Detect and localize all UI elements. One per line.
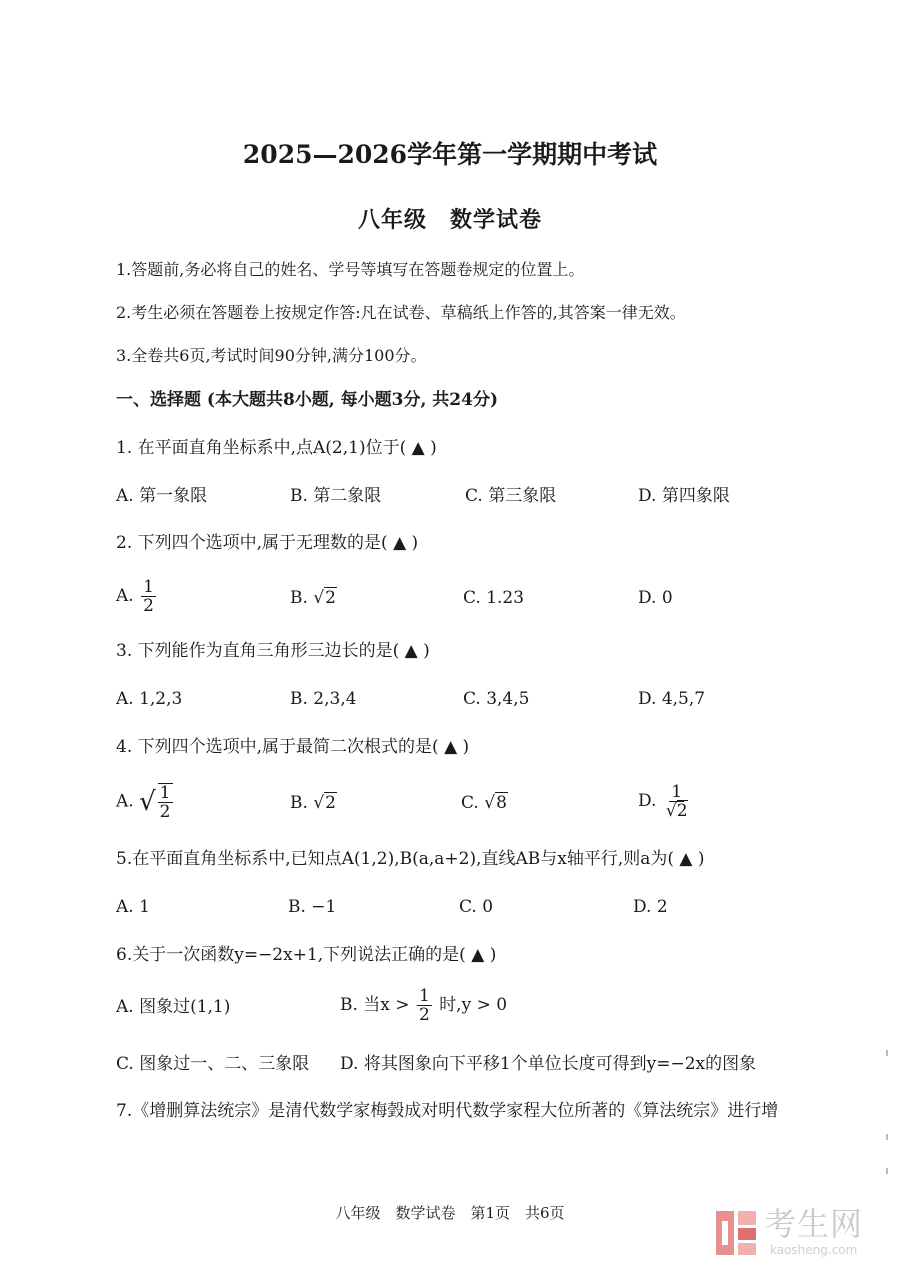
exam-title: 2025—2026学年第一学期期中考试: [242, 140, 658, 169]
q5-stem: 5.在平面直角坐标系中,已知点A(1,2),B(a,a+2),直线AB与x轴平行,则a为( ▲ ): [116, 849, 705, 869]
sqrt-symbol: √: [139, 787, 156, 817]
q3-option-d: D. 4,5,7: [638, 689, 706, 709]
q1-option-d: D. 第四象限: [638, 486, 730, 506]
q2-option-a: [116, 578, 158, 615]
fraction-numerator: 1: [159, 783, 171, 803]
fraction-denominator: 2: [159, 802, 171, 822]
q5-option-d: D. 2: [633, 897, 668, 917]
q2-option-a-fraction: [141, 578, 156, 615]
q1-option-b: B. 第二象限: [290, 486, 382, 506]
q1-stem: 1. 在平面直角坐标系中,点A(2,1)位于( ▲ ): [116, 438, 437, 458]
q2-option-b: [290, 587, 337, 609]
q2-option-a-label: A.: [116, 586, 134, 606]
q4-option-c: [461, 792, 508, 814]
q6-option-a: A. 图象过(1,1): [116, 997, 231, 1017]
scan-mark: [886, 1168, 888, 1174]
q4-option-c-label: C.: [461, 793, 479, 813]
q4-option-b-label: B.: [290, 793, 308, 813]
q6-option-b-fraction: [417, 987, 432, 1024]
q6-stem: 6.关于一次函数y=−2x+1,下列说法正确的是( ▲ ): [116, 945, 497, 965]
q1-option-c: C. 第三象限: [465, 486, 557, 506]
scan-mark: [886, 1050, 888, 1056]
radicand: 2: [676, 801, 688, 821]
q2-option-b-label: B.: [290, 588, 308, 608]
sqrt-symbol: √2: [313, 793, 336, 813]
q3-stem: 3. 下列能作为直角三角形三边长的是( ▲ ): [116, 641, 430, 661]
q7-stem: 7.《增删算法统宗》是清代数学家梅瑴成对明代数学家程大位所著的《算法统宗》进行增: [116, 1101, 779, 1121]
q2-option-c: C. 1.23: [463, 588, 525, 608]
q4-option-b: [290, 792, 337, 814]
q6-option-b-suffix: 时,y > 0: [439, 995, 508, 1015]
radicand: 2: [325, 793, 336, 813]
scan-mark: [886, 1134, 888, 1140]
q6-option-d: D. 将其图象向下平移1个单位长度可得到y=−2x的图象: [340, 1054, 757, 1074]
fraction-numerator: 1: [671, 782, 683, 802]
q3-option-b: B. 2,3,4: [290, 689, 357, 709]
fraction-denominator: 2: [143, 596, 154, 616]
q6-option-b: [340, 987, 507, 1024]
note-1: 1.答题前,务必将自己的姓名、学号等填写在答题卷规定的位置上。: [116, 260, 585, 279]
q4-option-a-label: A.: [116, 791, 134, 812]
sqrt-symbol: √2: [313, 588, 336, 608]
note-2: 2.考生必须在答题卷上按规定作答:凡在试卷、草稿纸上作答的,其答案一律无效。: [116, 303, 686, 322]
watermark-url: kaosheng.com: [770, 1243, 858, 1257]
q4-option-d: [638, 783, 692, 820]
radicand: 2: [325, 588, 336, 608]
q5-option-b: B. −1: [288, 897, 337, 917]
page-footer: 八年级 数学试卷 第1页 共6页: [335, 1204, 565, 1222]
q6-option-b-prefix: B. 当x >: [340, 995, 410, 1015]
fraction-numerator: 1: [143, 577, 154, 597]
q2-stem: 2. 下列四个选项中,属于无理数的是( ▲ ): [116, 533, 419, 553]
q4-option-a: [116, 783, 175, 821]
watermark: [714, 1207, 892, 1263]
sqrt-symbol: √8: [484, 793, 507, 813]
q4-stem: 4. 下列四个选项中,属于最简二次根式的是( ▲ ): [116, 737, 470, 757]
radicand: 8: [496, 793, 507, 813]
watermark-text: 考生网: [764, 1205, 864, 1243]
q3-option-a: A. 1,2,3: [116, 689, 183, 709]
q5-option-a: A. 1: [116, 897, 150, 917]
section-heading: 一、选择题 (本大题共8小题, 每小题3分, 共24分): [116, 390, 498, 410]
fraction-denominator: √2: [665, 801, 688, 821]
q3-option-c: C. 3,4,5: [463, 689, 530, 709]
q6-option-c: C. 图象过一、二、三象限: [116, 1054, 310, 1074]
note-3: 3.全卷共6页,考试时间90分钟,满分100分。: [116, 346, 427, 365]
q4-option-d-label: D.: [638, 791, 657, 811]
q2-option-d: D. 0: [638, 588, 673, 608]
q1-option-a: A. 第一象限: [116, 486, 208, 506]
q4-option-a-fraction: [158, 783, 173, 821]
q4-option-d-fraction: [664, 783, 690, 820]
fraction-numerator: 1: [418, 986, 430, 1006]
watermark-logo-icon: [714, 1207, 758, 1259]
exam-subtitle: 八年级 数学试卷: [357, 207, 542, 233]
q5-option-c: C. 0: [459, 897, 494, 917]
fraction-denominator: 2: [418, 1005, 430, 1025]
